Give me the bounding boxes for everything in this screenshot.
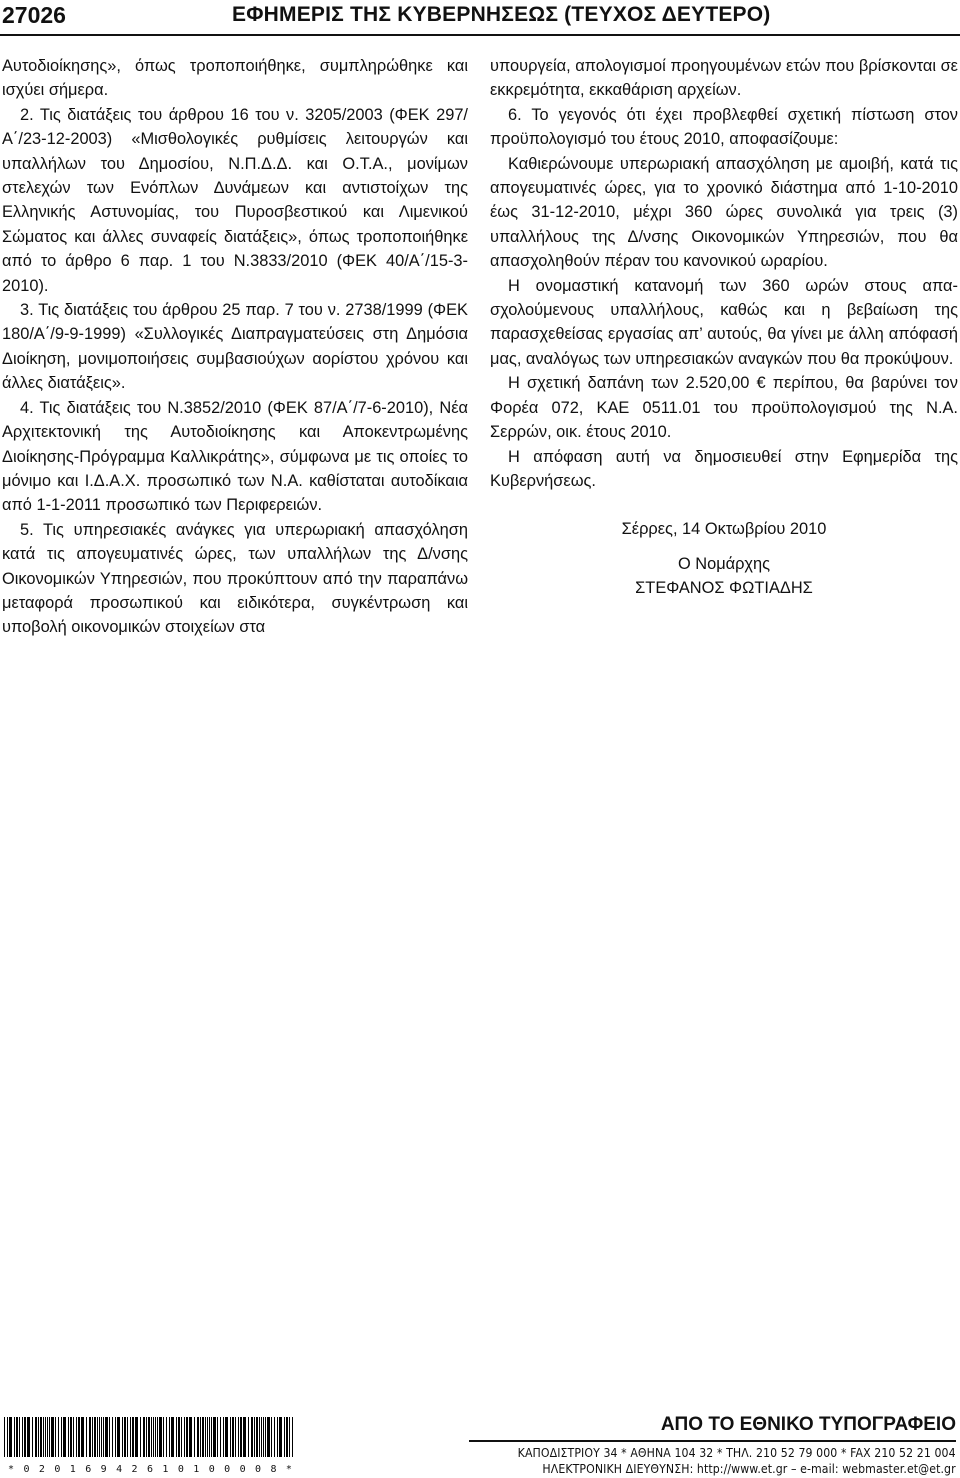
barcode-bar [163,1417,164,1457]
printer-name: ΑΠΟ ΤΟ ΕΘΝΙΚΟ ΤΥΠΟΓΡΑΦΕΙΟ [660,1414,956,1435]
barcode-digit: 0 [224,1464,231,1475]
barcode-bar [14,1417,15,1457]
barcode-bar [153,1417,154,1457]
signature-name: ΣΤΕΦΑΝΟΣ ΦΩΤΙΑΔΗΣ [635,579,813,598]
barcode-bar [292,1417,293,1457]
barcode [2,1417,298,1475]
signature-block [490,517,958,600]
left-column [2,54,468,640]
barcode-bar [178,1417,180,1457]
barcode-bar [197,1417,199,1457]
barcode-bar [235,1417,236,1457]
barcode-bar [251,1417,253,1457]
barcode-bars [2,1417,298,1457]
barcode-bar [151,1417,152,1457]
barcode-bar [38,1417,39,1457]
barcode-digit: 4 [116,1464,123,1475]
paragraph: 6. Το γεγονός ότι έχει προβλεφθεί σχετική πίστωση στον προϋπολογισμό του έτους 2010, αποφασίζουμε: [490,105,958,149]
barcode-bar [189,1417,192,1457]
barcode-bar [7,1417,8,1457]
barcode-bar [259,1417,260,1457]
page-header [0,0,960,36]
paragraph: υπουργεία, απολογισμοί προηγουμένων ετών που βρίσκονται σε εκκρεμότητα, εκκαθάριση αρχείων. [490,57,958,100]
barcode-bar [286,1417,288,1457]
barcode-digit: 9 [100,1464,107,1475]
page-number: 27026 [2,2,66,28]
barcode-bar [265,1417,266,1457]
barcode-bar [97,1417,98,1457]
printer-footer [469,1414,956,1477]
barcode-bar [186,1417,188,1457]
barcode-bar [248,1417,249,1457]
paragraph: 5. Τις υπηρεσιακές ανάγκες για υπερωριακή απασχόληση κατά τις απογευματινές ώρες, των υπαλλήλων της Δ/νσης Οικονομικών Υπηρεσιών, που προκύπτουν από την παραπάνω μεταφορά προσωπικού και ειδικότερα, συγκέντρωση και υποβολή οικονομικών στοιχείων στα [2,520,468,637]
barcode-bar [157,1417,158,1457]
barcode-bar [184,1417,185,1457]
barcode-bar [256,1417,258,1457]
barcode-bar [89,1417,91,1457]
paragraph: 2. Τις διατάξεις του άρθρου 16 του ν. 3205/2003 (ΦΕΚ 297/Α΄/23-12-2003) «Μισθολογικές ρυθμίσεις λειτουργών και υπαλλήλων του Δημοσίου, Ν.Π.Δ.Δ. και Ο.Τ.Α., μονίμων στελεχών των Ενόπλων Δυνάμεων και αντιστοίχων της Ελληνικής Αστυνομίας, του Πυροσβεστικού και Λιμενικού Σώματος και άλλες συναφείς διατάξεις», όπως τροποποιήθηκε από το άρθρο 6 παρ. 1 του Ν.3833/2010 (ΦΕΚ 40/Α΄/15-3-2010). [2,105,468,295]
barcode-bar [32,1417,33,1457]
barcode-bar [143,1417,145,1457]
barcode-bar [9,1417,12,1457]
barcode-bar [127,1417,128,1457]
barcode-bar [238,1417,239,1457]
barcode-bar [109,1417,110,1457]
barcode-bar [271,1417,272,1457]
barcode-bar [70,1417,72,1457]
barcode-bar [92,1417,93,1457]
barcode-bar [49,1417,50,1457]
barcode-bar [220,1417,221,1457]
barcode-bar [73,1417,74,1457]
barcode-bar [105,1417,108,1457]
barcode-bar [135,1417,138,1457]
barcode-bar [35,1417,37,1457]
barcode-bar [40,1417,42,1457]
gazette-title: ΕΦΗΜΕΡΙΣ ΤΗΣ ΚΥΒΕΡΝΗΣΕΩΣ (ΤΕΥΧΟΣ ΔΕΥΤΕΡΟ) [232,3,771,26]
paragraph: 3. Τις διατάξεις του άρθρου 25 παρ. 7 του ν. 2738/1999 (ΦΕΚ 180/Α΄/9-9-1999) «Συλλογικές Διαπραγματεύσεις στη Δημόσια Διοίκηση, μονιμοποιήσεις συμβασιούχων αορίστου χρόνου και άλλες διατάξεις». [2,301,468,393]
barcode-bar [209,1417,210,1457]
barcode-bar [169,1417,170,1457]
barcode-digit: 0 [208,1464,215,1475]
paragraph: 4. Τις διατάξεις του Ν.3852/2010 (ΦΕΚ 87/Α΄/7-6-2010), Νέα Αρχιτεκτονική της Αυτοδιοίκησης και Αποκεντρωμένης Διοίκησης-Πρόγραμμα Καλλικράτης», σύμφωνα με τις οποίες το μόνιμο και Ι.Δ.Α.Χ. προσωπικό των Ν.Α. καθίσταται αυτοδίκαια από 1-1-2011 προσωπικό των Περιφερειών. [2,398,468,515]
barcode-bar [124,1417,126,1457]
printer-web: ΗΛΕΚΤΡΟΝΙΚΗ ΔΙΕΥΘΥΝΣΗ: http://www.et.gr – e-mail: webmaster.et@et.gr [542,1462,956,1476]
barcode-bar [115,1417,116,1457]
barcode-bar [284,1417,285,1457]
barcode-bar [132,1417,134,1457]
barcode-bar [289,1417,290,1457]
barcode-bar [76,1417,77,1457]
barcode-bar [274,1417,275,1457]
barcode-bar [225,1417,228,1457]
barcode-bar [45,1417,46,1457]
barcode-bar [140,1417,141,1457]
barcode-bar [166,1417,167,1457]
barcode-digit: 0 [255,1464,262,1475]
barcode-bar [19,1417,20,1457]
barcode-bar [211,1417,212,1457]
barcode-bar [24,1417,26,1457]
paragraph: Η ονομαστική κατανομή των 360 ωρών στους απασχολούμενους υπαλλήλους, καθώς και η βεβαίωση της παρασχεθείσας εργασίας απ’ αυτούς, θα γίνει με άλλη απόφασή μας, αναλόγως των υπηρεσιακών αναγκών που θα προκύψουν. [490,276,958,368]
signature-office: Ο Νομάρχης [677,554,771,573]
barcode-digit: 2 [38,1464,45,1475]
barcode-bar [68,1417,69,1457]
barcode-bar [55,1417,56,1457]
footer-rule [469,1440,956,1442]
barcode-bar [277,1417,278,1457]
barcode-bar [117,1417,120,1457]
barcode-bar [243,1417,246,1457]
barcode-digit: 0 [239,1464,246,1475]
barcode-bar [99,1417,100,1457]
header-rule [0,34,960,36]
barcode-bar [103,1417,104,1457]
barcode-bar [27,1417,30,1457]
barcode-bar [146,1417,147,1457]
barcode-bar [78,1417,80,1457]
barcode-digit: 1 [69,1464,76,1475]
barcode-digit: 1 [162,1464,169,1475]
barcode-bar [267,1417,270,1457]
barcode-digit: * [8,1464,15,1475]
barcode-digits [2,1464,298,1475]
barcode-bar [63,1417,66,1457]
barcode-bar [200,1417,201,1457]
barcode-digit: 6 [146,1464,153,1475]
barcode-digit: * [285,1464,292,1475]
barcode-bar [263,1417,264,1457]
barcode-bar [130,1417,131,1457]
barcode-bar [194,1417,195,1457]
barcode-bar [22,1417,23,1457]
paragraph: Η απόφαση αυτή να δημοσιευθεί στην Εφημερίδα της Κυβερνήσεως. [490,447,958,490]
barcode-bar [16,1417,18,1457]
barcode-digit: 8 [270,1464,277,1475]
barcode-digit: 2 [131,1464,138,1475]
barcode-bar [81,1417,84,1457]
signature-place-date: Σέρρες, 14 Οκτωβρίου 2010 [621,520,827,539]
barcode-bar [61,1417,62,1457]
barcode-bar [43,1417,44,1457]
barcode-digit: 1 [193,1464,200,1475]
barcode-bar [254,1417,255,1457]
barcode-bar [58,1417,59,1457]
barcode-bar [148,1417,150,1457]
barcode-bar [240,1417,242,1457]
printer-address: ΚΑΠΟΔΙΣΤΡΙΟΥ 34 * ΑΘΗΝΑ 104 32 * ΤΗΛ. 210 52 79 000 * FAX 210 52 21 004 [517,1446,956,1460]
barcode-digit: 0 [177,1464,184,1475]
barcode-bar [223,1417,224,1457]
barcode-bar [232,1417,234,1457]
barcode-bar [112,1417,113,1457]
right-column [490,54,958,601]
barcode-digit: 0 [54,1464,61,1475]
barcode-bar [205,1417,206,1457]
barcode-digit: 0 [23,1464,30,1475]
barcode-bar [4,1417,5,1457]
barcode-bar [181,1417,182,1457]
barcode-bar [261,1417,262,1457]
barcode-bar [202,1417,204,1457]
barcode-digit: 6 [85,1464,92,1475]
barcode-bar [122,1417,123,1457]
barcode-bar [47,1417,48,1457]
barcode-bar [159,1417,162,1457]
barcode-bar [213,1417,216,1457]
barcode-bar [207,1417,208,1457]
barcode-bar [171,1417,174,1457]
paragraph: Η σχετική δαπάνη των 2.520,00 € περίπου, θα βαρύνει τον Φορέα 072, ΚΑΕ 0511.01 του προϋπολογισμού της Ν.Α. Σερρών, οικ. έτους 2010. [490,374,958,442]
barcode-bar [155,1417,156,1457]
barcode-bar [217,1417,218,1457]
paragraph: Καθιερώνουμε υπερωριακή απασχόληση με αμοιβή, κατά τις απογευματινές ώρες, για το χρονικό διάστημα από 1-10-2010 έως 31-12-2010, μέχρι 360 ώρες συνολικά για τρεις (3) υπαλλήλους της Δ/νσης Οικονομικών Υπηρεσιών, που θα απασχοληθούν πέραν του κανονικού ωραρίου. [490,154,958,271]
barcode-bar [176,1417,177,1457]
barcode-bar [230,1417,231,1457]
barcode-bar [86,1417,87,1457]
barcode-bar [101,1417,102,1457]
barcode-bar [94,1417,96,1457]
barcode-bar [51,1417,54,1457]
barcode-bar [279,1417,282,1457]
paragraph: Αυτοδιοίκησης», όπως τροποποιήθηκε, συμπληρώθηκε και ισχύει σήμερα. [2,57,468,100]
